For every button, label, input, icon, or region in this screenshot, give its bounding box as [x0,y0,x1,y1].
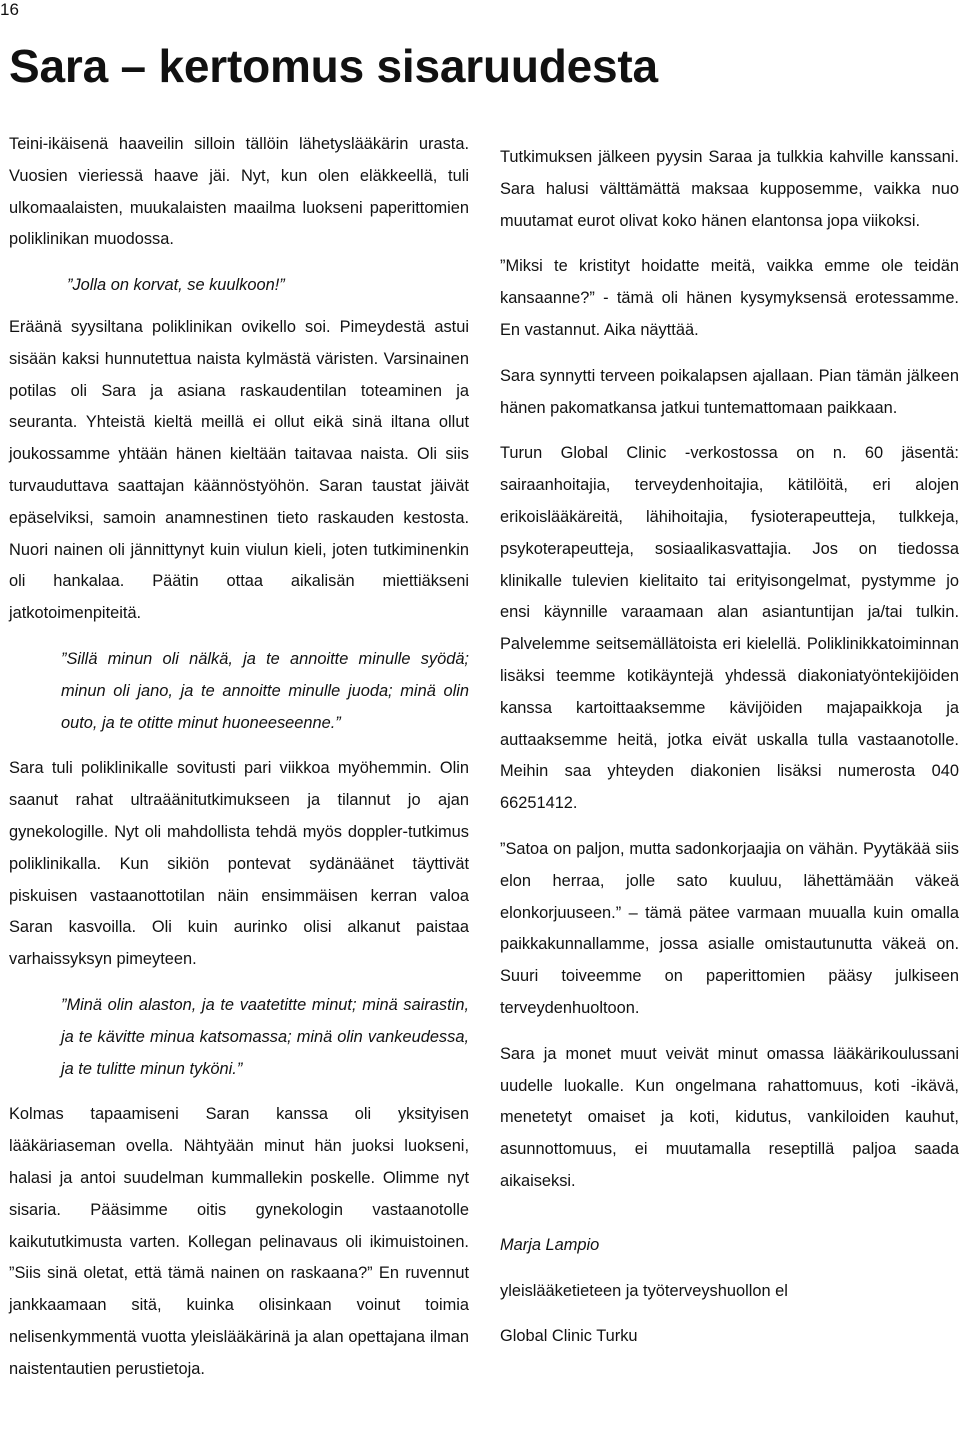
right-column [500,142,959,1367]
paragraph: Sara synnytti terveen poikalapsen ajallaan. Pian tämän jälkeen hänen pakomatkansa jatkui tuntemattomaan paikkaan. [500,366,959,417]
left-column [9,129,469,1399]
paragraph: Eräänä syysiltana poliklinikan ovikello soi. Pimeydestä astui sisään kaksi hunnutettua naista kylmästä väristen. Varsinainen potilas oli Sara ja asiana raskaudentilan toteaminen ja seuranta. Yhteistä kieltä meillä ei ollut eikä sinä iltana ollut joukossamme yhtään hänen kieltään taitavaa naista. Oli siis turvauduttava saattajan käännöstyöhön. Saran taustat jäivät epäselviksi, samoin anamnestinen tieto raskauden kestosta. Nuori nainen oli jännittynyt kuin viulun kieli, joten tutkiminenkin oli hankalaa. Päätin ottaa aikalisän miettiäkseni jatkotoimenpiteitä. [9,317,469,623]
author-organization: Global Clinic Turku [500,1327,638,1346]
paragraph: Turun Global Clinic -verkostossa on n. 60 jäsentä: sairaanhoitajia, terveydenhoitajia, kätilöitä, eri alojen erikoislääkäreitä, lähihoitajia, fysioterapeutteja, tulkkeja, psykoterapeutteja, sosiaalikasvattajia. Jos on tiedossa klinikalle tulevien kielitaito tai erityisongelmat, pystymme jo ensi käynnille varaamaan alan asiantuntijan ja/tai tulkin. Palvelemme seitsemällätoista eri kielellä. Poliklinikkatoiminnan lisäksi teemme kotikäyntejä yhdessä diakoniatyöntekijöiden kanssa kartoittaaksemme kävijöiden majapaikkoja ja auttaaksemme heitä, jotka eivät uskalla tulla vastaanotolle. Meihin saa yhteyden diakonien lisäksi numerosta 040 66251412. [500,444,959,813]
paragraph: Sara ja monet muut veivät minut omassa lääkärikoulussani uudelle luokalle. Kun ongelmana rahattomuus, koti -ikävä, menetetyt omaiset ja koti, kidutus, vankiloiden kauhut, asunnottomuus, ei muutamalla reseptillä paljoa saada aikaiseksi. [500,1044,959,1190]
author-name: Marja Lampio [500,1235,600,1254]
scripture-quote: ”Sillä minun oli nälkä, ja te annoitte minulle syödä; minun oli jano, ja te annoitte minulle juoda; minä olin outo, ja te otitte minut huoneeseenne.” [61,649,469,732]
article-title: Sara – kertomus sisaruudesta [9,40,658,92]
paragraph: Teini-ikäisenä haaveilin silloin tällöin lähetyslääkärin urasta. Vuosien vieriessä haave jäi. Nyt, kun olen eläkkeellä, tuli ulkomaalaisten, muukalaisten maailma luokseni paperittomien poliklinikan muodossa. [9,135,469,249]
page-number: 16 [0,0,19,19]
paragraph: Kolmas tapaamiseni Saran kanssa oli yksityisen lääkäriaseman ovella. Nähtyään minut hän juoksi luokseni, halasi ja antoi suudelman kummallekin poskelle. Olimme nyt sisaria. Pääsimme oitis gynekologin vastaanotolle kaikututkimusta varten. Kollegan pelinavaus oli ikimuistoinen. ”Siis sinä oletat, että tämä nainen on raskaana?” En ruvennut jankkaamaan sitä, kuinka olisinkaan voinut toimia nelisenkymmentä vuotta yleislääkärinä ja alan opettajana ilman naistentautien perustietoja. [9,1105,469,1378]
paragraph: Sara tuli poliklinikalle sovitusti pari viikkoa myöhemmin. Olin saanut rahat ultraäänitutkimukseen ja tilannut jo ajan gynekologille. Nyt oli mahdollista tehdä myös doppler-tutkimus poliklinikalla. Kun sikiön pontevat sydänäänet täyttivät piskuisen vastaanottotilan näin ensimmäisen kerran valoa Saran kasvoilla. Oli kuin aurinko olisi alkanut paistaa varhaissyksyn pimeyteen. [9,759,469,969]
scripture-quote: ”Jolla on korvat, se kuulkoon!” [67,276,285,295]
spacer [500,1212,959,1230]
paragraph: ”Satoa on paljon, mutta sadonkorjaajia on vähän. Pyytäkää siis elon herraa, jolle sato kuuluu, lähettämään väkeä elonkorjuuseen.” – tämä pätee varmaan muualla kuin omalla paikkakunnallamme, jossa asialle omistautunutta väkeä on. Suuri toiveemme on paperittomien pääsy julkiseen terveydenhuoltoon. [500,839,959,1017]
paragraph: Tutkimuksen jälkeen pyysin Saraa ja tulkkia kahville kanssani. Sara halusi välttämättä maksaa kupposemme, vaikka nuo muutamat eurot olivat koko hänen elantonsa jopa viikoksi. [500,148,959,230]
author-title: yleislääketieteen ja työterveyshuollon el [500,1281,788,1300]
scripture-quote: ”Minä olin alaston, ja te vaatetitte minut; minä sairastin, ja te kävitte minua katsomassa; minä olin vankeudessa, ja te tulitte minun tyköni.” [61,995,469,1078]
paragraph: ”Miksi te kristityt hoidatte meitä, vaikka emme ole teidän kansaanne?” - tämä oli hänen kysymyksensä erotessamme. En vastannut. Aika näyttää. [500,257,959,339]
